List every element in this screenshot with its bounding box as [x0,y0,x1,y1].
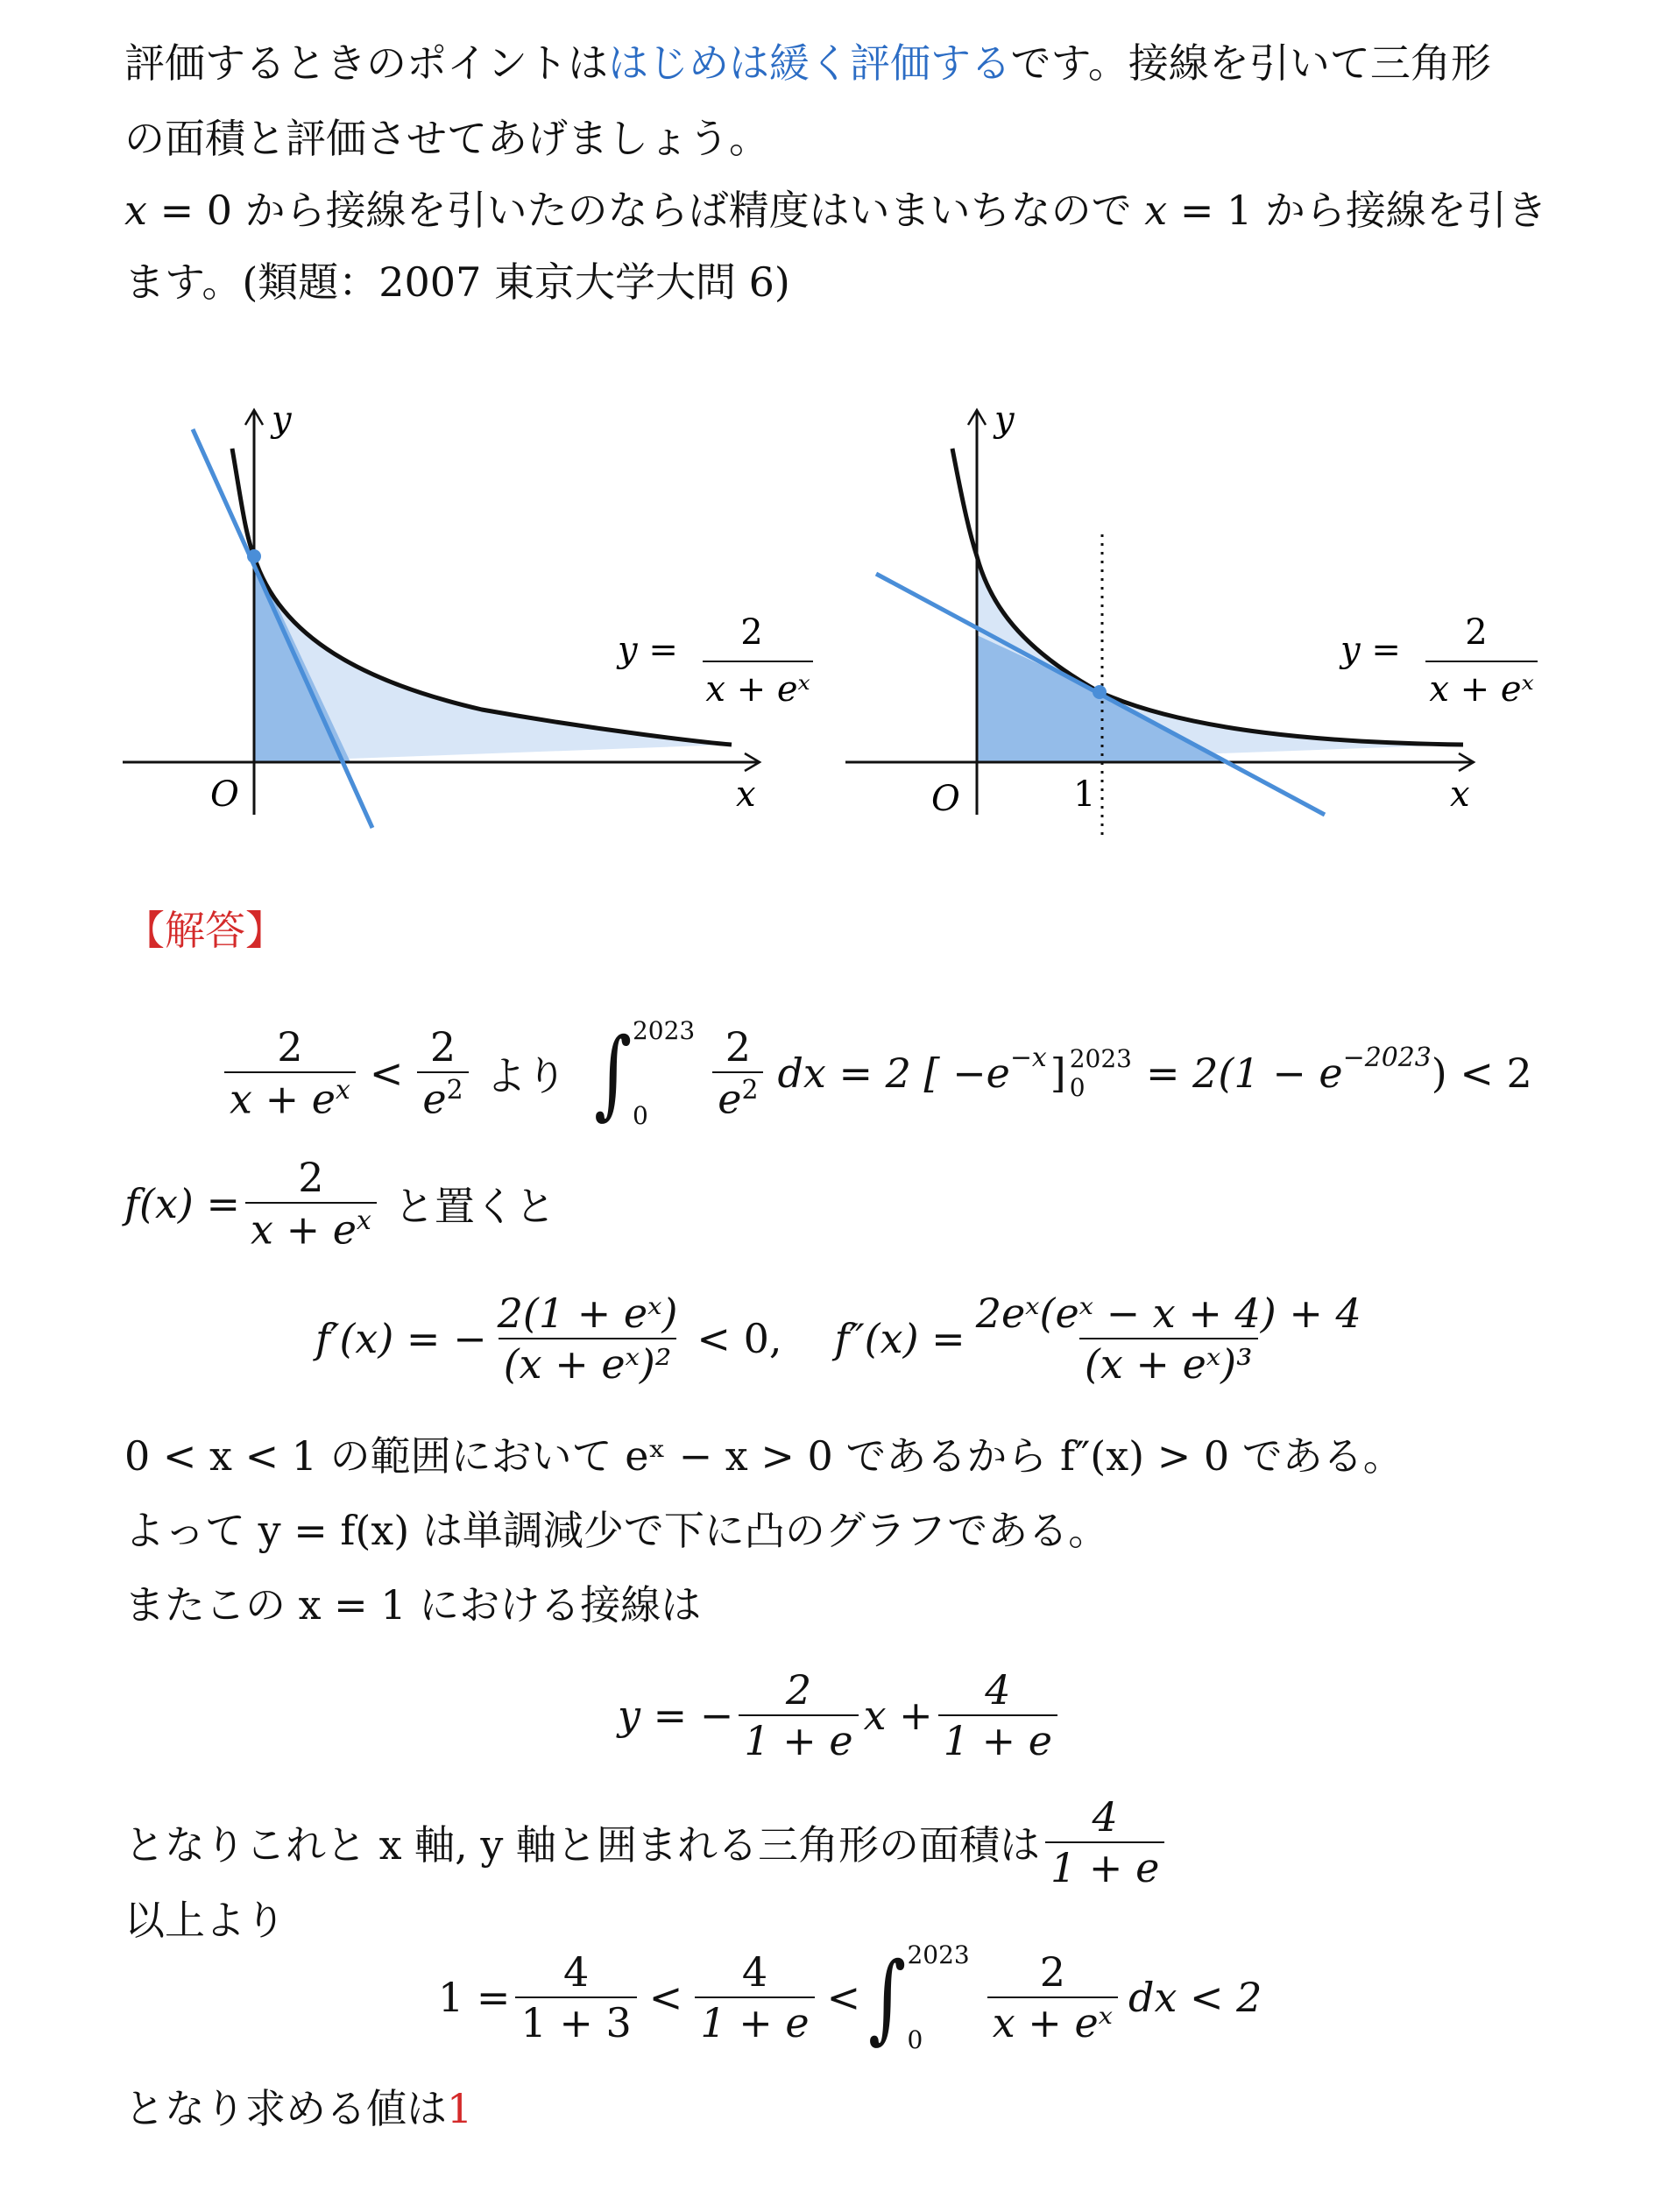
tangent-intro: またこの x = 1 における接線は [124,1581,702,1629]
fraction: $\frac{\text{2(1 + eˣ)}}{\text{(x + eˣ)²}}$ [497,1290,678,1389]
intro-line-2: の面積と評価させてあげましょう。 [124,115,769,162]
fraction: $\frac{2}{x + e^x}$ [245,1156,377,1251]
fraction: $\frac{4}{1 + e}$ [1045,1796,1164,1890]
fraction: $\frac{2}{1 + e}$ [739,1669,858,1763]
intro-line-3: x = 0 から接線を引いたのならば精度はいまいちなので x = 1 から接線を引き [124,187,1547,234]
integral-sign: ∫ [593,1017,632,1129]
func-den: x + eˣ [705,669,810,710]
fraction: $\frac{4}{1 + e}$ [938,1669,1057,1763]
fraction: $\frac{2}{\text{x + eˣ}}$ [987,1951,1118,2045]
fraction: $\frac{2}{e^2}$ [417,1026,468,1120]
y-axis-label: y [272,399,292,440]
fraction: $\frac{\text{2eˣ(eˣ − x + 4) + 4}}{\text{(x + eˣ)³}}$ [975,1290,1361,1389]
tangent-line [193,429,372,828]
result-value: 1 [447,2085,473,2132]
fraction: $\frac{4}{1 + e}$ [695,1951,814,2045]
equation-bound: $\frac{2}{x + e^x}$ < $\frac{2}{e^2}$ より ∫ 2023 0 $\frac{2}{e^2}$ dx = 2 [ −e $^{-x}$ ] 2023 0 = 2(1 − e $^{-2023}$ ) < 2 [219,1016,1532,1130]
tick-one-label: 1 [1073,774,1096,815]
intro-line-4: ます。(類題：2007 東京大学大問 6) [124,258,790,306]
result-line: となり求める値は1 [124,2085,473,2132]
fraction: $\frac{2}{e^2}$ [712,1026,763,1120]
range-statement: 0 < x < 1 の範囲において eˣ − x > 0 であるから f″(x) > 0 である。 [124,1432,1404,1480]
x-axis-label: x [736,774,756,815]
intro-line-1: 評価するときのポイントははじめは緩く評価するです。接線を引いて三角形 [124,39,1491,87]
fraction: $\frac{2}{x + e^x}$ [224,1026,356,1120]
graph-left [114,394,832,841]
func-den: x + eˣ [1429,669,1534,710]
conclusion-intro: 以上より [124,1897,286,1944]
integral-sign: ∫ [868,1941,907,2053]
answer-heading: 【解答】 [124,907,286,954]
func-num: 2 [740,612,763,653]
fraction: $\frac{4}{1 + 3}$ [515,1951,636,2045]
triangle-area: となりこれと x 軸, y 軸と囲まれる三角形の面積は $\frac{4}{1 + e}$ [124,1796,1170,1890]
origin-label: O [210,774,239,815]
graph-right [837,394,1608,841]
tangent-point [247,549,261,563]
tangent-equation: y = − $\frac{2}{1 + e}$ x + $\frac{4}{1 + e}$ [618,1669,1063,1763]
tangent-point [1093,685,1107,699]
func-y-label: y = [618,630,678,670]
func-y-label: y = [1340,630,1401,670]
monotonic-statement: よって y = f(x) は単調減少で下に凸のグラフである。 [124,1507,1109,1554]
derivatives: f′(x) = − $\frac{\text{2(1 + eˣ)}}{\text{(x + eˣ)²}}$ < 0, f″(x) = $\frac{\text{2eˣ(eˣ − x + 4) + 4}}{\text{(x + eˣ)³}}$ [315,1292,1372,1386]
func-num: 2 [1465,612,1488,653]
origin-label: O [931,779,960,819]
y-axis-label: y [994,399,1015,440]
final-inequality: 1 = $\frac{4}{1 + 3}$ < $\frac{4}{1 + e}$ < ∫ 2023 0 $\frac{2}{\text{x + eˣ}}$ dx < 2 [438,1940,1262,2054]
highlight-phrase: はじめは緩く評価する [608,39,1011,87]
x-axis-label: x [1450,774,1470,815]
function-definition: f(x) = $\frac{2}{x + e^x}$ と置くと [124,1154,555,1254]
